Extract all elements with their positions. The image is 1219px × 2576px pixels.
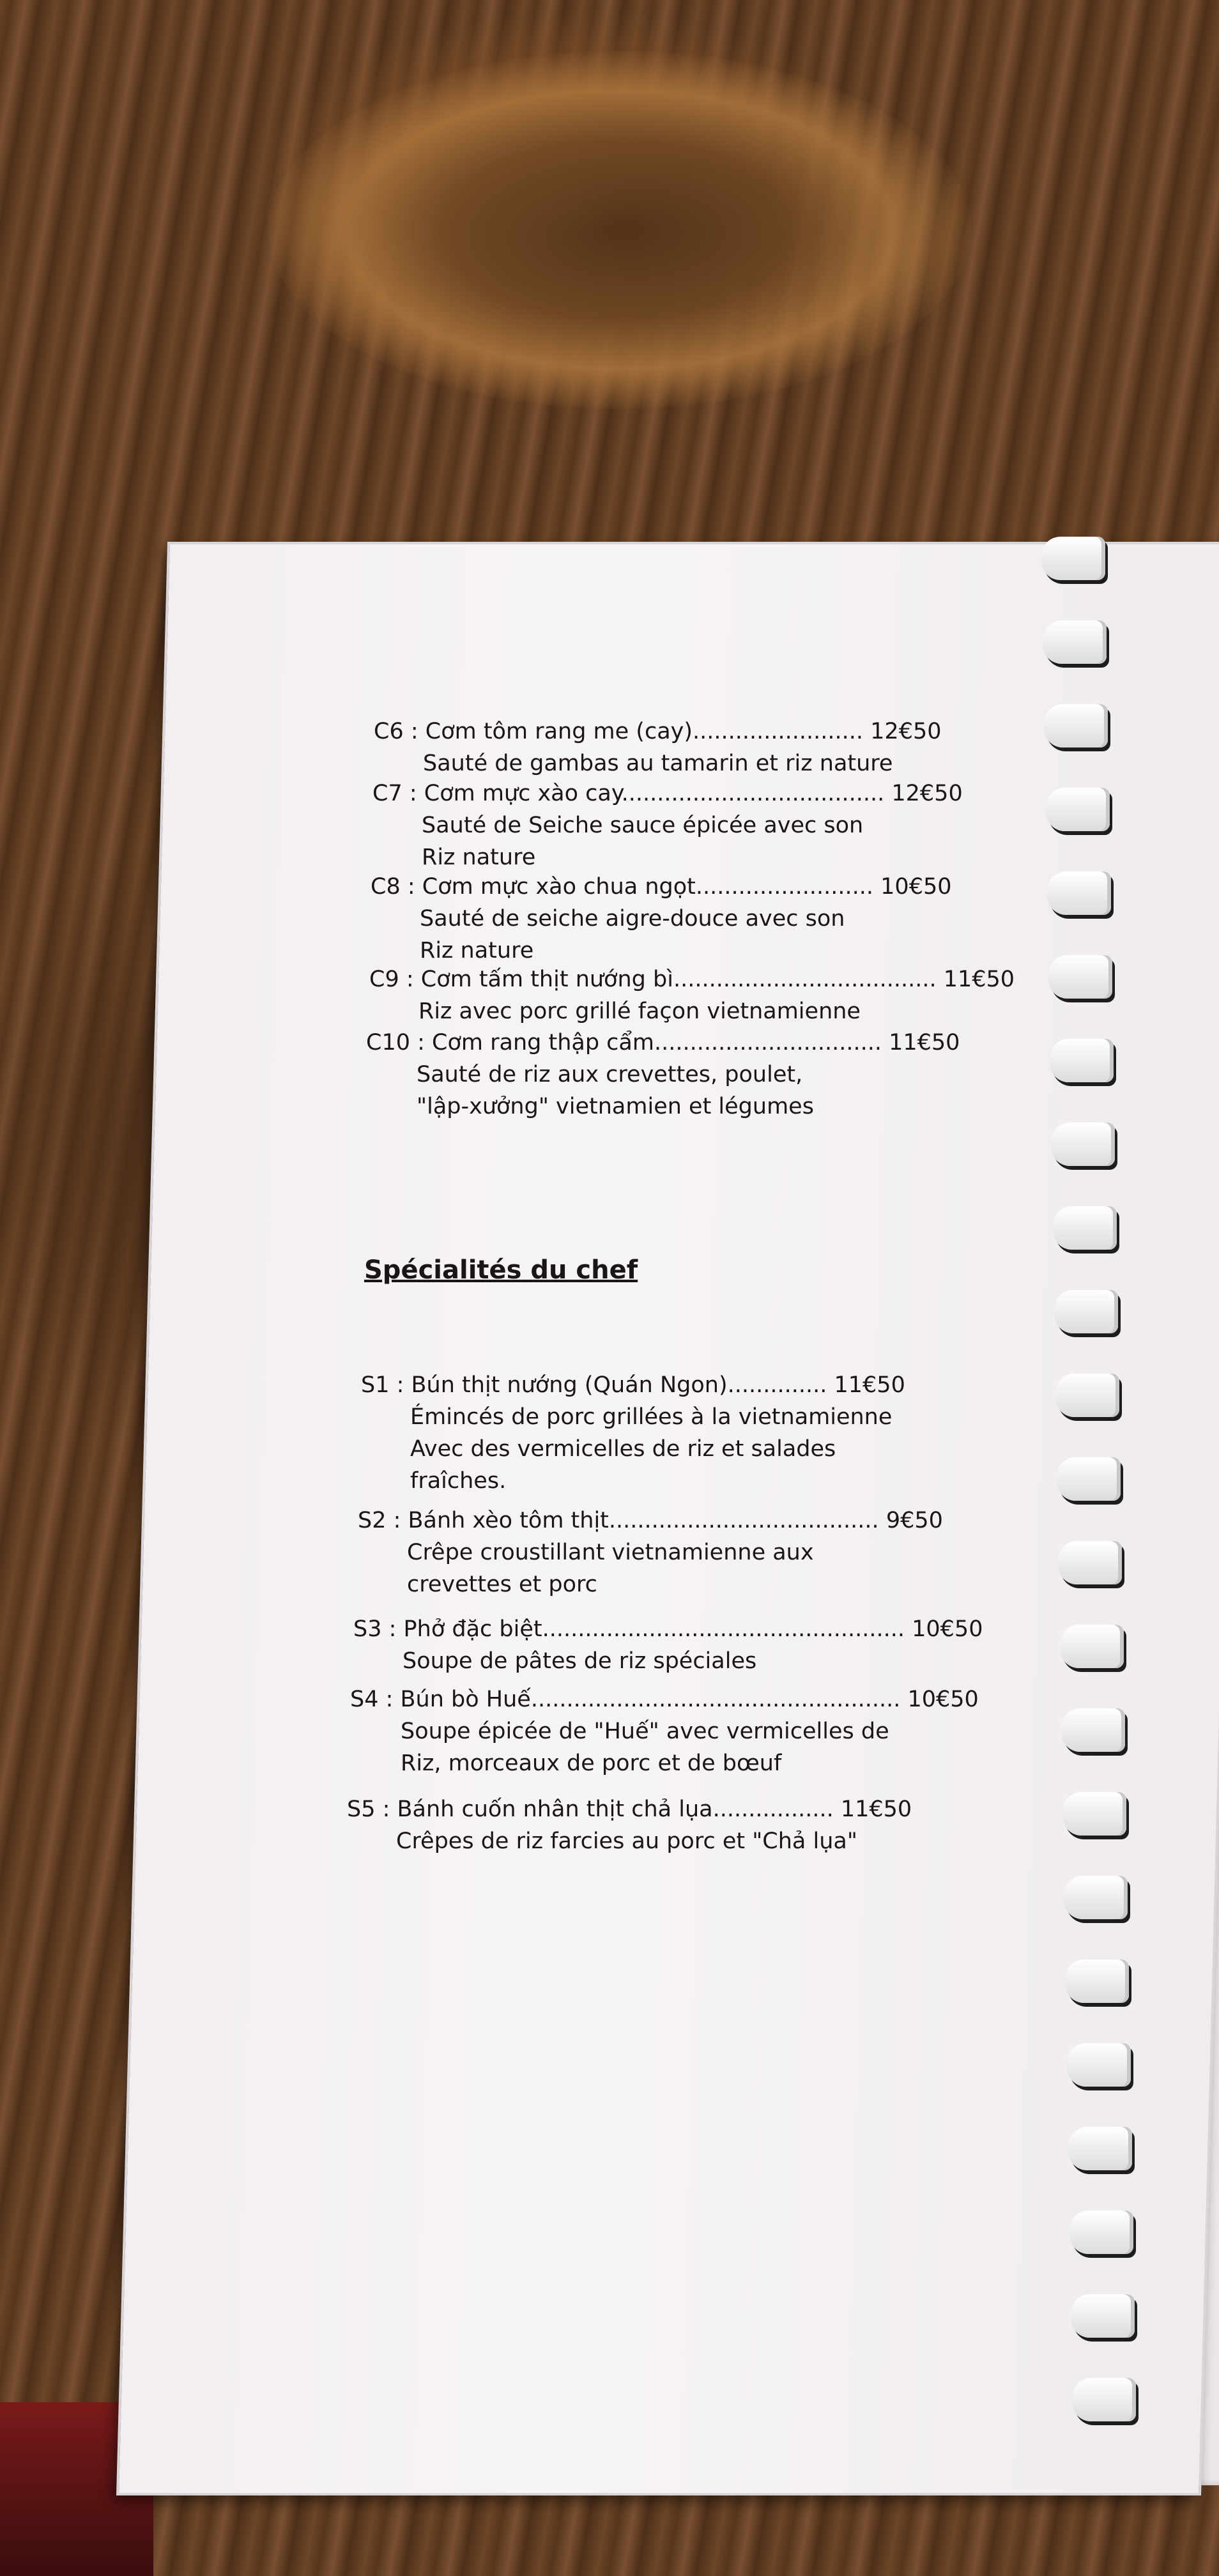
menu-item-title [369, 967, 1015, 992]
item-price: 10€50 [873, 874, 952, 900]
item-price: 11€50 [833, 1797, 912, 1822]
item-dots: ......................... [695, 874, 874, 900]
item-code: S5 : [347, 1797, 397, 1822]
item-description: Riz nature [420, 938, 534, 963]
menu-item-description [401, 1719, 889, 1744]
menu-item-title [374, 719, 942, 744]
menu-item-description [407, 1572, 597, 1597]
item-code: S2 : [358, 1508, 408, 1533]
item-dots: .................................................... [530, 1687, 901, 1712]
menu-item-title [347, 1797, 912, 1822]
item-dots: ...................................... [608, 1508, 879, 1533]
item-name: Cơm tấm thịt nướng bì [420, 967, 673, 992]
item-name: Bún bò Huế [400, 1687, 531, 1712]
item-description: Émincés de porc grillées à la vietnamienne [410, 1404, 893, 1430]
menu-item-description [422, 845, 535, 870]
item-name: Bánh xèo tôm thịt [408, 1508, 609, 1533]
menu-item-description [418, 999, 861, 1024]
item-description: Sauté de Seiche sauce épicée avec son [422, 813, 864, 838]
item-description: Riz, morceaux de porc et de bœuf [401, 1751, 782, 1776]
menu-item-description [407, 1540, 814, 1565]
menu-item-description [401, 1751, 781, 1776]
menu-item-description [423, 751, 893, 776]
item-price: 12€50 [884, 781, 963, 806]
item-description: "lập-xưởng" vietnamien et légumes [417, 1094, 814, 1119]
item-description: crevettes et porc [407, 1572, 597, 1597]
item-dots: ................................ [654, 1030, 882, 1055]
item-description: Crêpe croustillant vietnamienne aux [407, 1540, 814, 1565]
item-price: 12€50 [863, 719, 942, 744]
item-price: 9€50 [878, 1508, 943, 1533]
item-name: Cơm tôm rang me (cay) [425, 719, 693, 744]
item-price: 10€50 [900, 1687, 979, 1712]
menu-item-description [417, 1094, 814, 1119]
menu-item-description [420, 906, 845, 931]
item-description: Soupe de pâtes de riz spéciales [402, 1648, 757, 1674]
item-dots: .............. [727, 1372, 827, 1398]
menu-item-description [410, 1404, 892, 1430]
menu-item-title [358, 1508, 943, 1533]
item-name: Bún thịt nướng (Quán Ngon) [411, 1372, 728, 1398]
item-description: Sauté de seiche aigre-douce avec son [420, 906, 845, 931]
item-description: fraîches. [410, 1468, 507, 1494]
item-name: Cơm mực xào chua ngọt [422, 874, 696, 900]
menu-item-description [410, 1468, 506, 1494]
menu-item-title [371, 874, 952, 900]
item-code: C8 : [371, 874, 422, 900]
item-price: 11€50 [827, 1372, 905, 1398]
menu-item-title [372, 781, 963, 806]
item-code: S4 : [350, 1687, 401, 1712]
item-description: Avec des vermicelles de riz et salades [410, 1436, 836, 1462]
item-name: Bánh cuốn nhân thịt chả lụa [397, 1797, 713, 1822]
item-code: C7 : [372, 781, 424, 806]
menu-item-description [417, 1062, 802, 1087]
menu-item-description [396, 1828, 857, 1854]
menu-item-description [410, 1436, 836, 1462]
item-dots: ........................ [693, 719, 864, 744]
item-name: Cơm rang thập cẩm [432, 1030, 654, 1055]
item-description: Soupe épicée de "Huế" avec vermicelles de [401, 1719, 889, 1744]
menu-item-title [350, 1687, 979, 1712]
menu-item-title [366, 1030, 960, 1055]
item-description: Sauté de gambas au tamarin et riz nature [423, 751, 893, 776]
item-dots: ................................................... [542, 1616, 905, 1642]
menu-item-description [402, 1648, 756, 1674]
item-description: Riz avec porc grillé façon vietnamienne [418, 999, 861, 1024]
item-code: S1 : [361, 1372, 411, 1398]
section-title: Spécialités du chef [364, 1255, 638, 1285]
item-description: Riz nature [422, 845, 536, 870]
item-dots: ................. [712, 1797, 834, 1822]
item-description: Crêpes de riz farcies au porc et "Chả lụa" [396, 1828, 857, 1854]
menu-item-title [361, 1372, 905, 1398]
item-dots: ..................................... [673, 967, 937, 992]
item-dots: ..................................... [621, 781, 885, 806]
item-code: C9 : [369, 967, 421, 992]
menu-item-title [353, 1616, 983, 1642]
item-price: 10€50 [905, 1616, 983, 1642]
item-name: Phở đặc biệt [403, 1616, 542, 1642]
item-code: C10 : [366, 1030, 433, 1055]
item-code: C6 : [374, 719, 425, 744]
item-code: S3 : [353, 1616, 404, 1642]
menu-item-description [422, 813, 863, 838]
item-description: Sauté de riz aux crevettes, poulet, [417, 1062, 803, 1087]
menu-item-description [420, 938, 533, 963]
item-price: 11€50 [936, 967, 1015, 992]
item-price: 11€50 [881, 1030, 960, 1055]
item-name: Cơm mực xào cay [424, 781, 622, 806]
